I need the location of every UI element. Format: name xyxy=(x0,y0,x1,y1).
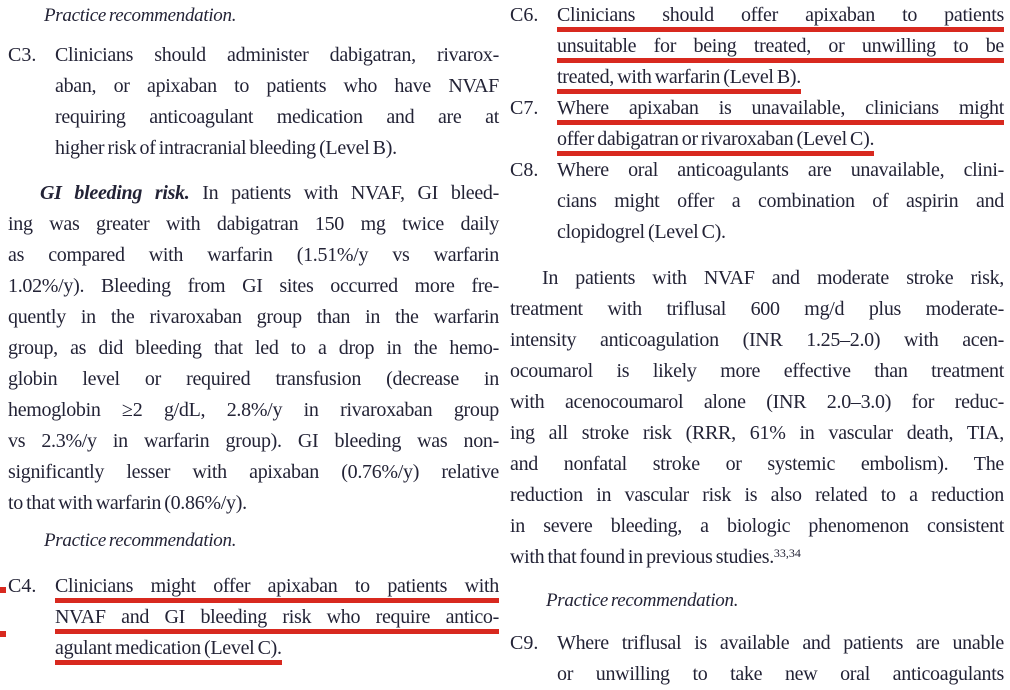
text-line xyxy=(8,457,499,488)
item-label: C7. xyxy=(510,97,539,119)
text-run xyxy=(8,244,499,266)
item-label: C4. xyxy=(8,575,37,597)
recommendation-C6 xyxy=(510,0,1004,93)
text-line xyxy=(8,571,499,602)
text-line xyxy=(557,659,1004,690)
text-segment: requiring anticoagulant medication and are at xyxy=(55,106,499,128)
underlined-text xyxy=(557,97,1004,125)
text-line xyxy=(510,155,1004,186)
text-segment: NVAF and GI bleeding risk who require antico- xyxy=(55,606,499,628)
text-segment: Clinicians should offer apixaban to patients xyxy=(557,4,1004,26)
text-run xyxy=(557,663,1004,685)
text-line xyxy=(8,364,499,395)
text-segment: hemoglobin ≥2 g/dL, 2.8%/y in rivaroxaban group xyxy=(8,399,499,421)
text-line xyxy=(510,628,1004,659)
text-line xyxy=(557,124,1004,155)
text-line xyxy=(55,133,499,164)
text-run xyxy=(510,360,1004,382)
text-segment: ing was greater with dabigatran 150 mg twice daily xyxy=(8,213,499,235)
text-line xyxy=(510,387,1004,418)
text-line xyxy=(55,602,499,633)
text-segment: Where oral anticoagulants are unavailable, clini- xyxy=(557,159,1004,181)
text-segment: In patients with NVAF, GI bleed- xyxy=(189,182,499,204)
text-run xyxy=(8,492,247,514)
text-segment: treatment with triflusal 600 mg/d plus moderate- xyxy=(510,298,1004,320)
text-segment: ocoumarol is likely more effective than treatment xyxy=(510,360,1004,382)
text-segment: unsuitable for being treated, or unwilling to be xyxy=(557,35,1004,57)
text-segment: intensity anticoagulation (INR 1.25–2.0) with acen- xyxy=(510,329,1004,351)
practice-recommendation-label: Practice recommendation. xyxy=(44,530,237,551)
text-segment: agulant medication (Level C). xyxy=(55,637,282,659)
text-segment: clopidogrel (Level C). xyxy=(557,221,726,243)
text-segment: ing all stroke risk (RRR, 61% in vascular death, TIA, xyxy=(510,422,1004,444)
text-line xyxy=(8,240,499,271)
text-line xyxy=(55,71,499,102)
text-line xyxy=(510,294,1004,325)
text-run xyxy=(8,430,499,452)
text-segment: to that with warfarin (0.86%/y). xyxy=(8,492,247,514)
text-line xyxy=(8,333,499,364)
text-line xyxy=(557,31,1004,62)
text-segment: or unwilling to take new oral anticoagulants xyxy=(557,663,1004,685)
recommendation-C8 xyxy=(510,155,1004,248)
text-line xyxy=(8,40,499,71)
text-segment: with acenocoumarol alone (INR 2.0–3.0) for reduc- xyxy=(510,391,1004,413)
text-segment: 1.02%/y). Bleeding from GI sites occurred more fre- xyxy=(8,275,499,297)
text-run xyxy=(542,267,1004,289)
text-run xyxy=(40,182,499,204)
text-line xyxy=(510,542,1004,573)
text-line xyxy=(8,209,499,240)
text-segment: offer dabigatran or rivaroxaban (Level C). xyxy=(557,128,875,150)
text-run xyxy=(510,546,801,568)
recommendation-C3 xyxy=(8,40,499,164)
text-segment: reduction in vascular risk is also related to a reduction xyxy=(510,484,1004,506)
stray-red-mark xyxy=(0,631,6,637)
text-run xyxy=(557,632,1004,654)
text-line xyxy=(510,356,1004,387)
text-segment: and nonfatal stroke or systemic embolism). The xyxy=(510,453,1004,475)
text-line xyxy=(510,418,1004,449)
item-label: C9. xyxy=(510,632,539,654)
text-run xyxy=(8,337,499,359)
text-run xyxy=(557,221,726,243)
recommendation-C4 xyxy=(8,571,499,664)
text-segment: Where apixaban is unavailable, clinicians might xyxy=(557,97,1004,119)
stray-red-mark xyxy=(0,587,6,593)
text-line xyxy=(510,480,1004,511)
text-line xyxy=(510,511,1004,542)
text-line xyxy=(8,271,499,302)
text-line xyxy=(510,325,1004,356)
text-run xyxy=(510,515,1004,537)
text-segment: In patients with NVAF and moderate stroke risk, xyxy=(542,267,1004,289)
text-segment: Where triflusal is available and patients are unable xyxy=(557,632,1004,654)
text-line xyxy=(510,0,1004,31)
item-label: C6. xyxy=(510,4,539,26)
text-run xyxy=(8,275,499,297)
left-column xyxy=(8,0,499,672)
text-segment: Clinicians might offer apixaban to patients with xyxy=(55,575,499,597)
text-segment: with that found in previous studies. xyxy=(510,546,774,568)
text-line xyxy=(8,395,499,426)
practice-recommendation-label: Practice recommendation. xyxy=(546,590,739,611)
text-segment: Clinicians should administer dabigatran, rivarox- xyxy=(55,44,499,66)
text-run xyxy=(55,44,499,66)
text-run xyxy=(55,106,499,128)
text-segment: significantly lesser with apixaban (0.76%/y) relative xyxy=(8,461,499,483)
practice-recommendation-label: Practice recommendation. xyxy=(44,5,237,26)
text-run xyxy=(510,453,1004,475)
right-column xyxy=(510,0,1004,685)
underlined-text xyxy=(557,35,1004,63)
text-run xyxy=(557,190,1004,212)
text-line xyxy=(557,186,1004,217)
recommendation-C9 xyxy=(510,628,1004,690)
text-segment: cians might offer a combination of aspirin and xyxy=(557,190,1004,212)
item-label: C8. xyxy=(510,159,539,181)
recommendation-C7 xyxy=(510,93,1004,155)
text-line xyxy=(55,633,499,664)
gi-bleeding-paragraph xyxy=(8,178,499,519)
text-line xyxy=(8,426,499,457)
text-segment: vs 2.3%/y in warfarin group). GI bleeding was non- xyxy=(8,430,499,452)
text-run xyxy=(510,298,1004,320)
text-run xyxy=(8,368,499,390)
text-run xyxy=(510,422,1004,444)
triflusal-paragraph xyxy=(510,263,1004,573)
text-run xyxy=(55,75,499,97)
underlined-text xyxy=(557,128,874,156)
text-segment: GI bleeding risk. xyxy=(40,182,190,204)
text-segment: aban, or apixaban to patients who have NVAF xyxy=(55,75,499,97)
text-run xyxy=(55,137,397,159)
text-segment: globin level or required transfusion (decrease in xyxy=(8,368,499,390)
text-run xyxy=(510,329,1004,351)
text-run xyxy=(8,306,499,328)
text-segment: treated, with warfarin (Level B). xyxy=(557,66,801,88)
text-line xyxy=(8,302,499,333)
item-label: C3. xyxy=(8,44,37,66)
text-run xyxy=(8,399,499,421)
text-line xyxy=(557,217,1004,248)
underlined-text xyxy=(55,606,499,634)
text-segment: quently in the rivaroxaban group than in the warfarin xyxy=(8,306,499,328)
underlined-text xyxy=(55,575,499,603)
text-segment: in severe bleeding, a biologic phenomenon consistent xyxy=(510,515,1004,537)
underlined-text xyxy=(557,66,801,94)
text-line xyxy=(510,93,1004,124)
text-segment: 33,34 xyxy=(773,546,801,560)
text-line xyxy=(557,62,1004,93)
text-line xyxy=(8,178,499,209)
text-run xyxy=(557,159,1004,181)
text-line xyxy=(8,488,499,519)
text-segment: as compared with warfarin (1.51%/y vs warfarin xyxy=(8,244,499,266)
underlined-text xyxy=(55,637,282,665)
text-run xyxy=(8,461,499,483)
text-segment: higher risk of intracranial bleeding (Level B). xyxy=(55,137,397,159)
text-run xyxy=(8,213,499,235)
text-run xyxy=(510,484,1004,506)
text-segment: group, as did bleeding that led to a drop in the hemo- xyxy=(8,337,499,359)
underlined-text xyxy=(557,4,1004,32)
text-line xyxy=(510,449,1004,480)
text-line xyxy=(510,263,1004,294)
text-run xyxy=(510,391,1004,413)
text-line xyxy=(55,102,499,133)
